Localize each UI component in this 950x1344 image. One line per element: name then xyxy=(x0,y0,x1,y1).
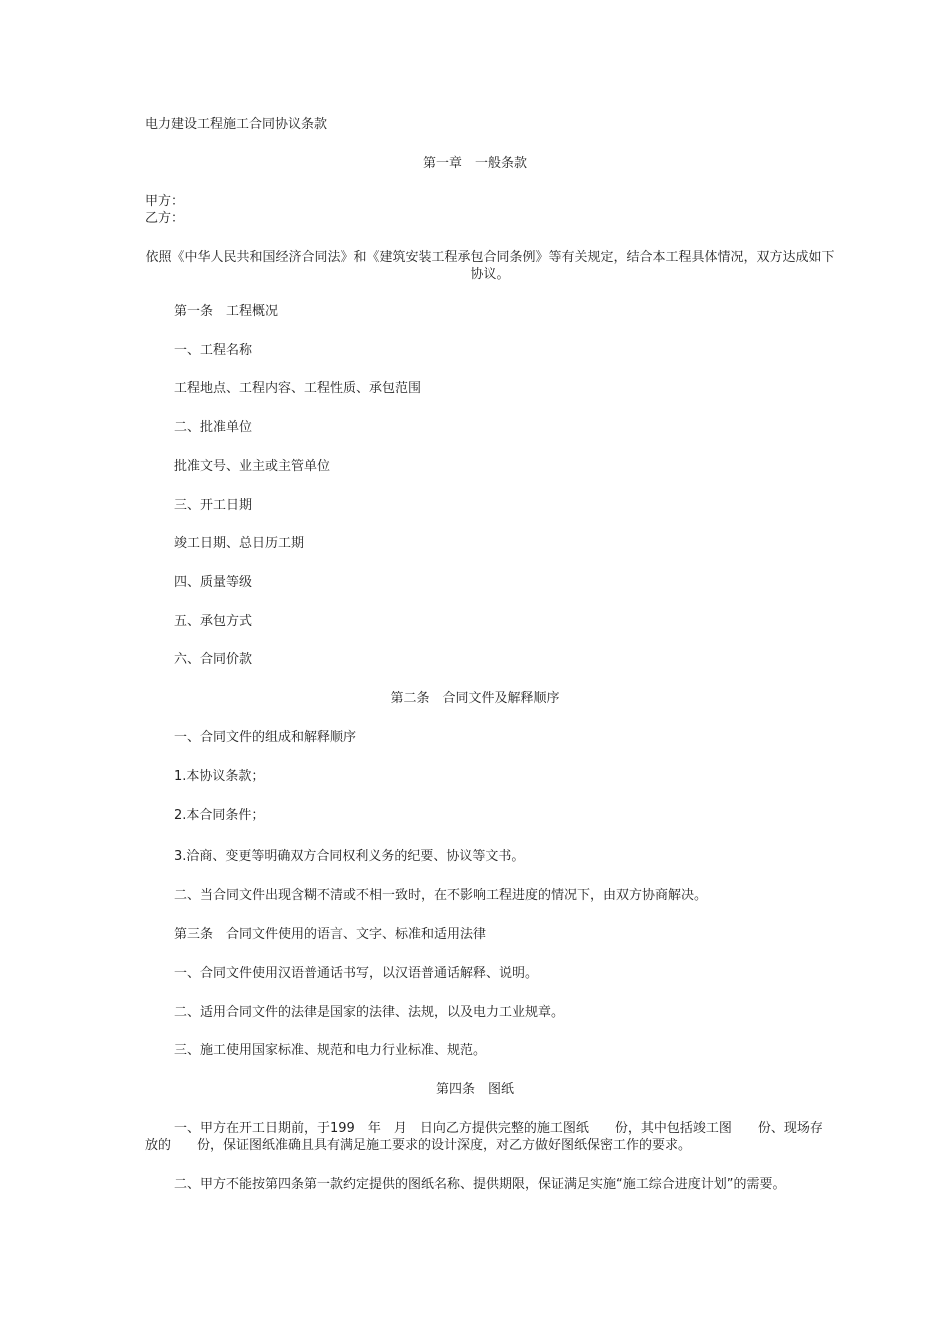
article-1-item: 三、开工日期 xyxy=(174,498,253,513)
article-3-title: 第三条 合同文件使用的语言、文字、标准和适用法律 xyxy=(174,927,487,942)
document-title: 电力建设工程施工合同协议条款 xyxy=(145,117,328,132)
intro-paragraph: 依照《中华人民共和国经济合同法》和《建筑安装工程承包合同条例》等有关规定，结合本工程具体情况，双方达成如下协议。 xyxy=(145,250,835,282)
article-1-item: 工程地点、工程内容、工程性质、承包范围 xyxy=(174,381,422,396)
article-3-item: 一、合同文件使用汉语普通话书写，以汉语普通话解释、说明。 xyxy=(174,966,539,981)
article-2-item: 二、当合同文件出现含糊不清或不相一致时，在不影响工程进度的情况下，由双方协商解决。 xyxy=(174,888,708,903)
article-1-item: 一、工程名称 xyxy=(174,343,253,358)
party-a-label: 甲方： xyxy=(145,194,185,209)
article-2-item: 2.本合同条件； xyxy=(174,808,265,823)
article-1-item: 六、合同价款 xyxy=(174,652,253,667)
article-1-item: 四、质量等级 xyxy=(174,575,253,590)
article-2-title: 第二条 合同文件及解释顺序 xyxy=(390,691,560,706)
article-1-item: 二、批准单位 xyxy=(174,420,253,435)
article-1-title: 第一条 工程概况 xyxy=(174,304,279,319)
article-2-item: 一、合同文件的组成和解释顺序 xyxy=(174,730,357,745)
article-1-item: 竣工日期、总日历工期 xyxy=(174,536,305,551)
article-1-item: 批准文号、业主或主管单位 xyxy=(174,459,331,474)
article-2-item: 1.本协议条款； xyxy=(174,769,265,784)
party-b-label: 乙方： xyxy=(145,211,185,226)
article-3-item: 二、适用合同文件的法律是国家的法律、法规，以及电力工业规章。 xyxy=(174,1005,565,1020)
article-1-item: 五、承包方式 xyxy=(174,614,253,629)
article-4-paragraph-2: 二、甲方不能按第四条第一款约定提供的图纸名称、提供期限，保证满足实施“施工综合进度计划”的需要。 xyxy=(174,1177,786,1192)
article-4-paragraph-1: 一、甲方在开工日期前，于199 年 月 日向乙方提供完整的施工图纸 份，其中包括竣工图 份、现场存放的 份，保证图纸准确且具有满足施工要求的设计深度，对乙方做好图纸保密工作的要求。 xyxy=(145,1121,823,1153)
article-4-title: 第四条 图纸 xyxy=(435,1082,514,1097)
chapter-heading: 第一章 一般条款 xyxy=(422,156,527,171)
article-3-item: 三、施工使用国家标准、规范和电力行业标准、规范。 xyxy=(174,1043,487,1058)
article-2-item: 3.洽商、变更等明确双方合同权利义务的纪要、协议等文书。 xyxy=(174,849,525,864)
